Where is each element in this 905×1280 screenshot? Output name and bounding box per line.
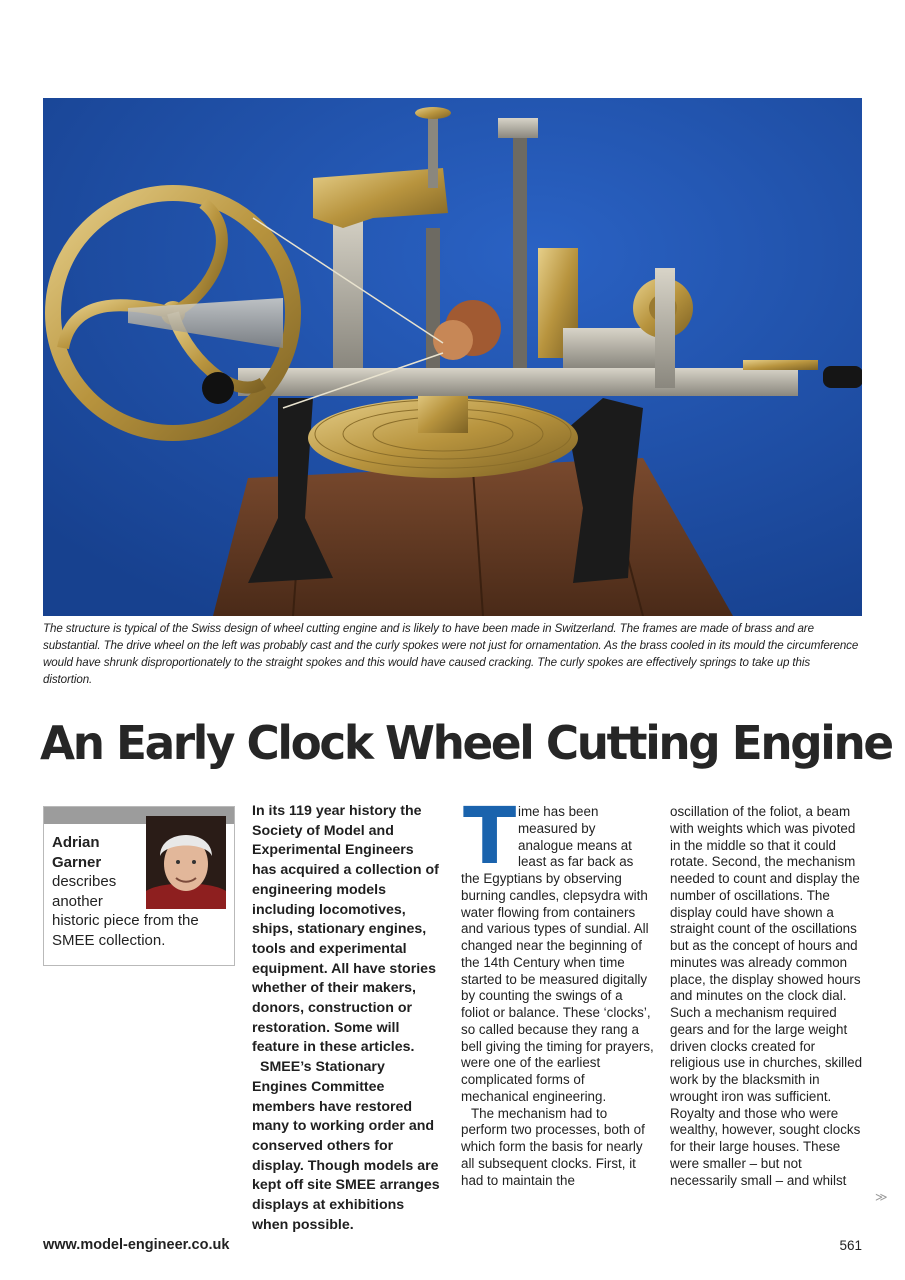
dropcap-letter: T xyxy=(463,792,517,882)
byline-description: describes another xyxy=(52,873,117,910)
wheel-cutting-engine-image xyxy=(43,98,862,616)
photo-caption: The structure is typical of the Swiss design of wheel cutting engine and is likely to have been made in Switzerland. The frames are made of brass and are substantial. The drive wheel on the left was probably cast and the curly spokes were not just for ornamentation. As the brass cooled in its mould the circumference would have shrunk disproportionately to the straight spokes and this would have caused cracking. The curly spokes are effectively springs to take up this distortion. xyxy=(43,622,859,686)
body-paragraph: The mechanism had to perform two processes, both of which form the basis for nearly all subsequent clocks. First, it had to maintain the xyxy=(461,1105,645,1188)
author-byline-box xyxy=(43,806,235,966)
body-column-2 xyxy=(670,804,863,1189)
body-paragraph: oscillation of the foliot, a beam with weights which was pivoted in the middle so that it could rotate. Second, the mechanism needed to count and display the number of oscillations. The display could have shown a straight count of the oscillations but as the concept of hours and minutes was already common place, the display showed hours and minutes on the clock dial. Such a mechanism required gears and for the large weight driven clocks created for religious use in churches, skilled work by the blacksmith in wrought iron was sufficient. Royalty and those who were wealthy, however, sought clocks for their large houses. These were smaller – but not necessarily small – and whilst xyxy=(670,804,863,1188)
body-column-1 xyxy=(461,792,654,1189)
byline-description-rest: historic piece from the SMEE collection. xyxy=(52,912,199,949)
body-paragraph xyxy=(461,792,654,1106)
continue-arrow-icon: ≫ xyxy=(875,1190,885,1204)
standfirst xyxy=(252,802,442,1235)
body-text: ime has been measured by analogue means at least as far back as the Egyptians by observing burning candles, clepsydra with water flowing from containers and various types of sundial. All changed near the beginning of the 14th Century when time started to be measured digitally by counting the swings of a foliot or balance. These ‘clocks’, so called because they rang a bell giving the timing for prayers, were one of the earliest complicated forms of mechanical engineering. xyxy=(461,804,654,1104)
article-title: An Early Clock Wheel Cutting Engine xyxy=(40,716,892,770)
standfirst-paragraph: SMEE’s Stationary Engines Committee members have restored many to working order and conserved others for display. Though models are kept off site SMEE arranges displays at exhibitions when possible. xyxy=(252,1059,440,1233)
page-number: 561 xyxy=(839,1238,862,1253)
author-name: Adrian Garner xyxy=(52,834,102,871)
hero-photo xyxy=(43,98,862,616)
byline-text xyxy=(52,833,228,951)
footer-website-link[interactable]: www.model-engineer.co.uk xyxy=(43,1237,230,1253)
standfirst-paragraph: In its 119 year history the Society of Model and Experimental Engineers has acquired a collection of engineering models including locomotives, ships, stationary engines, tools and experimental equipment. All have stories whether of their makers, donors, construction or restoration. Some will feature in these articles. xyxy=(252,803,439,1056)
dropcap xyxy=(463,792,517,882)
